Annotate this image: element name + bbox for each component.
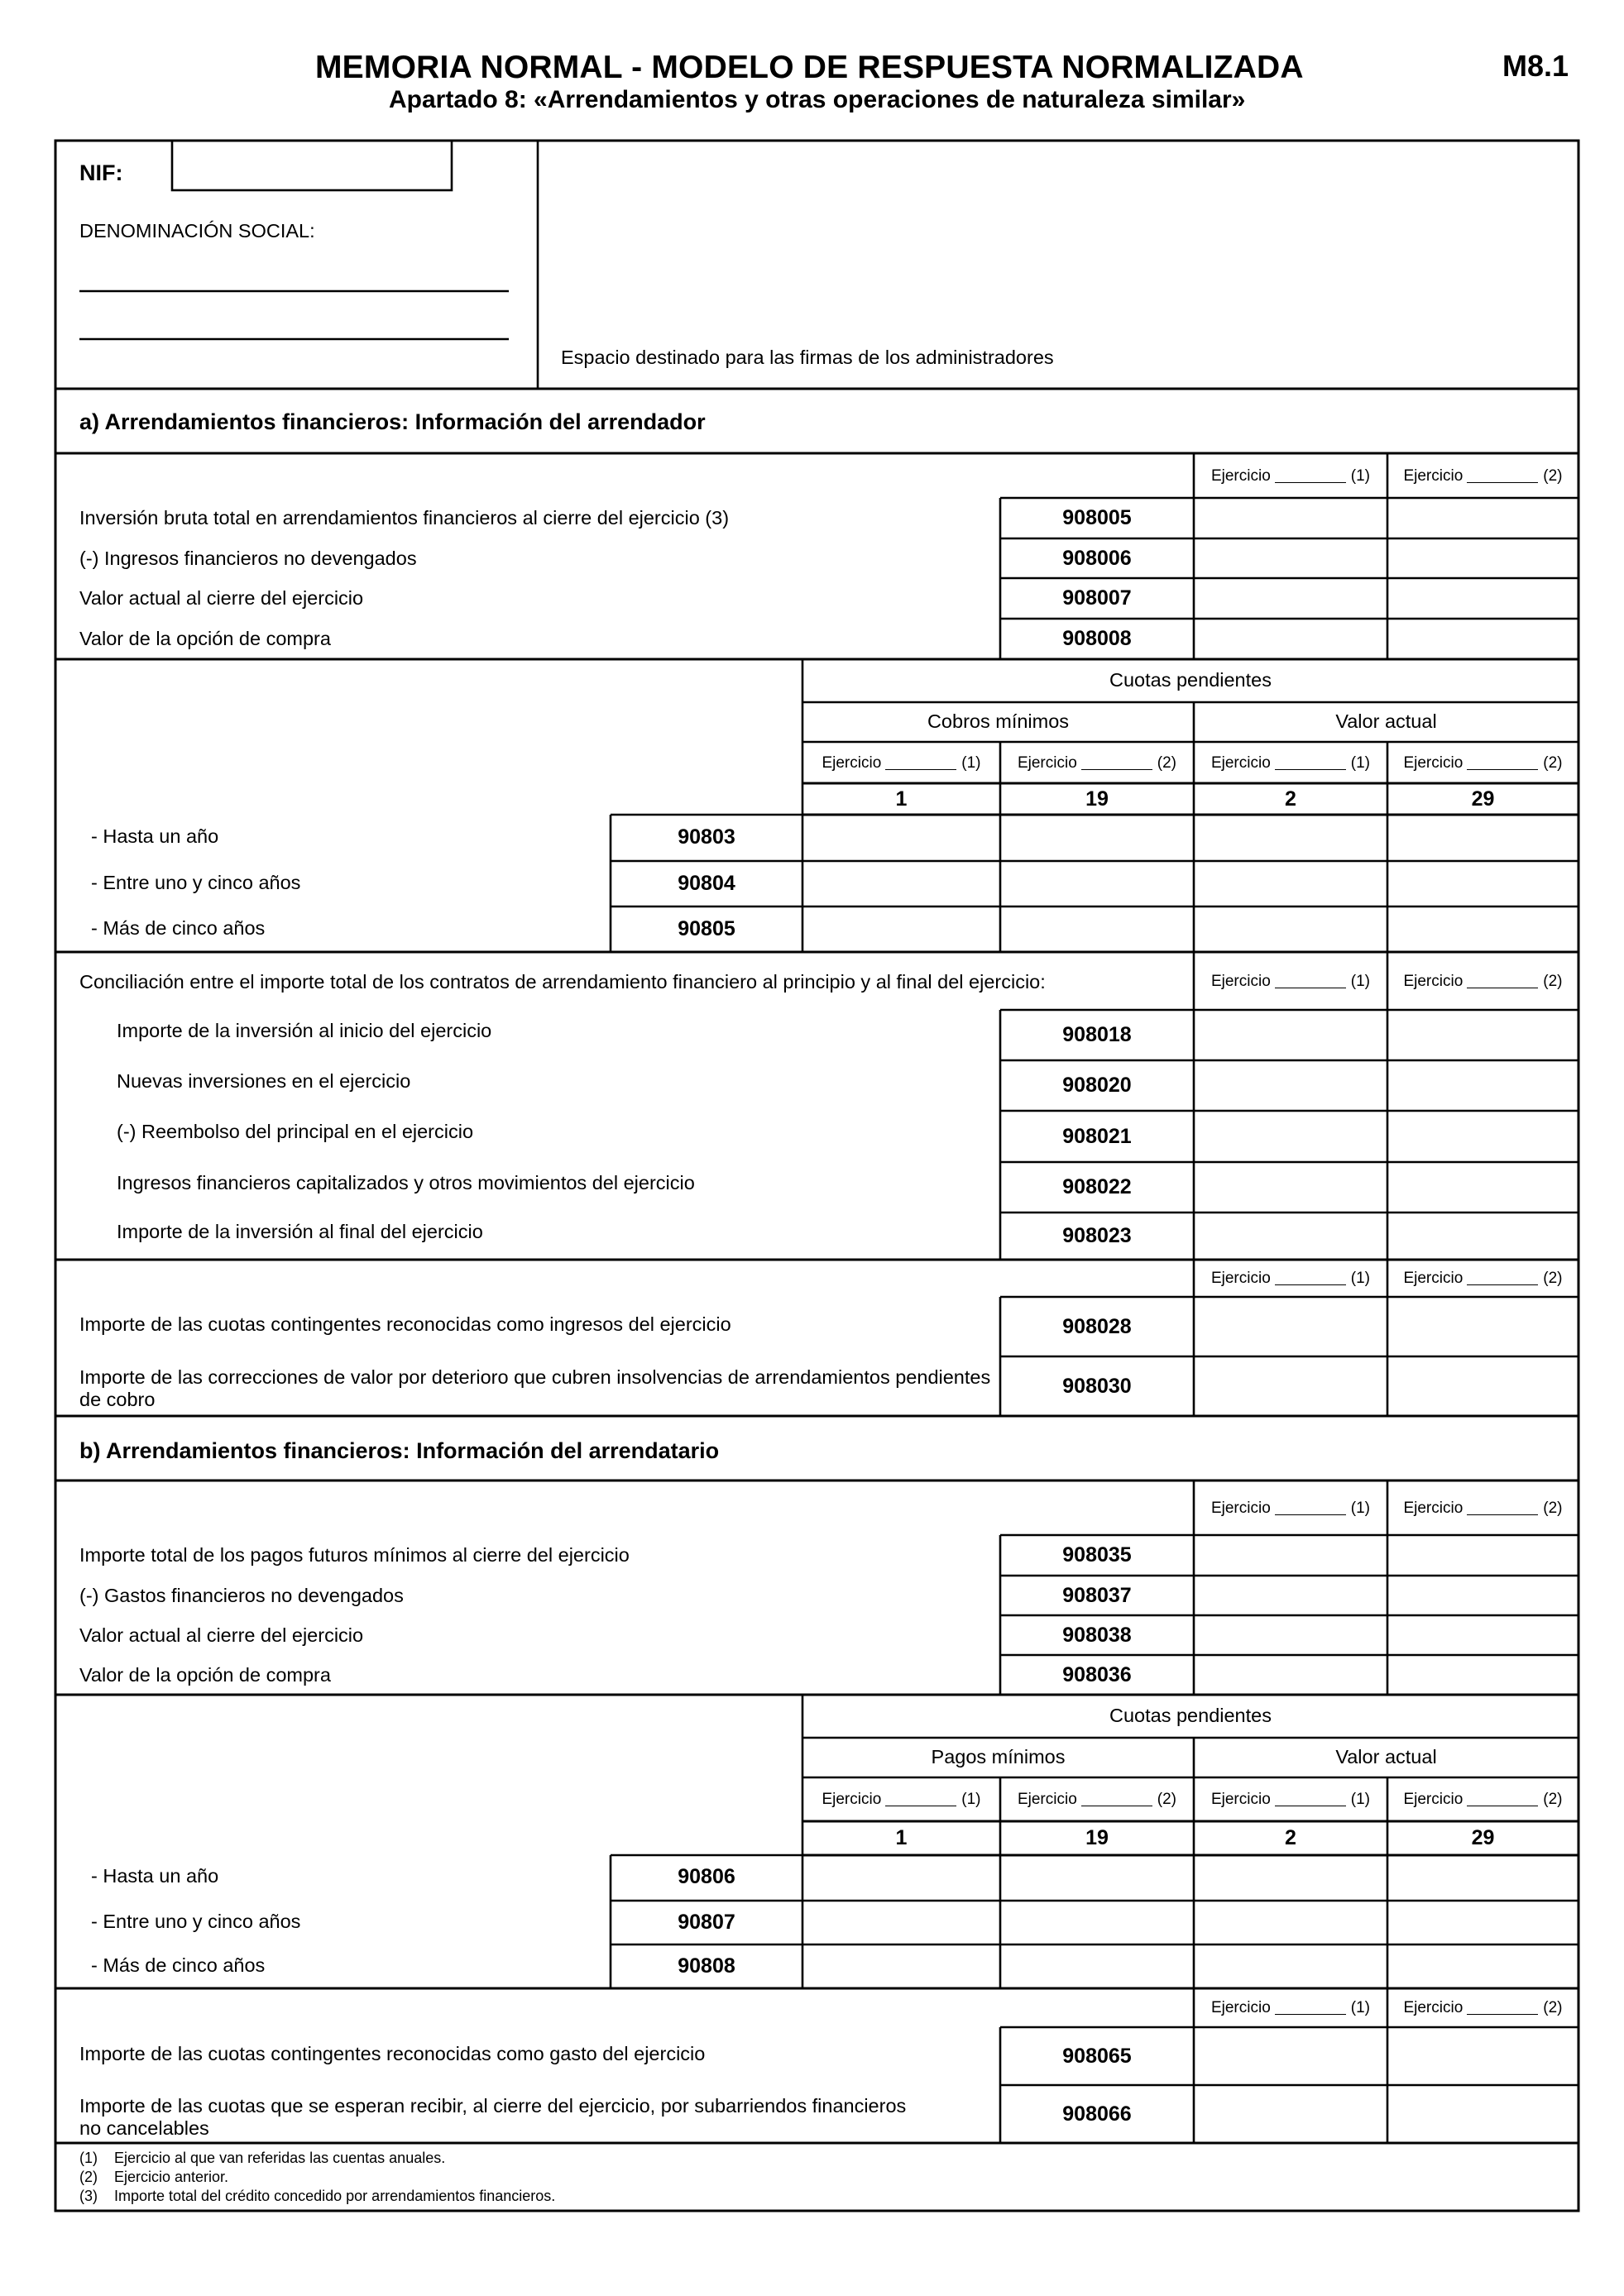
arrendador-row-ejercicio-anterior-input[interactable] [1389, 620, 1577, 657]
arrendatario-cuotas-input[interactable] [1195, 1857, 1386, 1897]
ejercicio-label: Ejercicio [822, 753, 882, 772]
arrendatario-cuotas-input[interactable] [1195, 1902, 1386, 1943]
footnote-number: (1) [79, 2150, 98, 2166]
conciliacion-ejercicio-actual-input[interactable] [1195, 1112, 1386, 1160]
arrendatario-row-code: 908035 [1062, 1543, 1132, 1567]
firmas-area[interactable] [546, 149, 1570, 339]
conciliacion-ejercicio-actual-input[interactable] [1195, 1012, 1386, 1059]
arrendatario-cuotas-input[interactable] [1195, 1946, 1386, 1987]
ejercicio-year-blank[interactable] [1467, 1501, 1538, 1515]
ejercicio-anterior-header [1387, 453, 1578, 498]
arrendatario-contingente-label: Importe de las cuotas contingentes reconocidas como gasto del ejercicio [79, 2043, 706, 2064]
denominacion-input[interactable] [79, 256, 509, 339]
arrendatario-row-code: 908037 [1062, 1583, 1132, 1607]
conciliacion-row-label: Importe de la inversión al inicio del ejercicio [117, 1019, 492, 1041]
arrendatario-row-ejercicio-anterior-input[interactable] [1389, 1577, 1577, 1614]
arrendatario-row-label: (-) Gastos financieros no devengados [79, 1585, 404, 1606]
nif-label: NIF: [79, 160, 123, 185]
arrendador-cuotas-group2: Valor actual [1335, 710, 1437, 733]
arrendatario-contingente-label-cont: no cancelables [79, 2117, 209, 2139]
ejercicio-label: Ejercicio [1017, 753, 1077, 772]
ejercicio-year-blank[interactable] [1275, 974, 1346, 988]
nif-input[interactable] [174, 142, 450, 189]
conciliacion-row-code: 908020 [1062, 1074, 1132, 1097]
arrendador-cuotas-input[interactable] [1002, 816, 1192, 859]
arrendatario-cuotas-row-code: 90807 [678, 1911, 735, 1934]
arrendatario-cuotas-input[interactable] [1389, 1946, 1577, 1987]
arrendador-cuotas-row-label: - Hasta un año [91, 825, 219, 847]
ejercicio-label: Ejercicio [1403, 1791, 1464, 1808]
model-code: M8.1 [1502, 49, 1569, 83]
section-b-title: b) Arrendamientos financieros: Información del arrendatario [79, 1438, 720, 1463]
ejercicio-footnote-ref: (2) [1543, 1791, 1563, 1808]
ejercicio-label: Ejercicio [1017, 1791, 1077, 1808]
ejercicio-label: Ejercicio [1403, 1999, 1464, 2016]
ejercicio-actual-header [1194, 1480, 1387, 1535]
conciliacion-ejercicio-anterior-input[interactable] [1389, 1062, 1577, 1109]
arrendatario-cuotas-input[interactable] [1002, 1902, 1192, 1943]
ejercicio-footnote-ref: (1) [1350, 466, 1371, 485]
footnote-text: Ejercicio al que van referidas las cuentas anuales. [114, 2150, 446, 2166]
arrendatario-row-ejercicio-actual-input[interactable] [1195, 1537, 1386, 1573]
arrendador-cuotas-input[interactable] [1389, 908, 1577, 950]
ejercicio-anterior-header [1387, 742, 1578, 783]
ejercicio-footnote-ref: (1) [1350, 753, 1371, 772]
ejercicio-label: Ejercicio [1210, 1499, 1271, 1517]
arrendatario-contingente-ejercicio-actual-input[interactable] [1195, 2029, 1386, 2083]
ejercicio-actual-header [802, 742, 1000, 783]
arrendador-cuotas-colnum: 1 [895, 787, 908, 811]
ejercicio-footnote-ref: (1) [961, 753, 981, 772]
arrendador-cuotas-colnum: 29 [1471, 787, 1495, 811]
arrendatario-cuotas-row-label: - Entre uno y cinco años [91, 1910, 301, 1932]
ejercicio-year-blank[interactable] [1275, 756, 1346, 770]
arrendatario-contingente-ejercicio-anterior-input[interactable] [1389, 2029, 1577, 2083]
arrendador-row-ejercicio-actual-input[interactable] [1195, 620, 1386, 657]
ejercicio-label: Ejercicio [1403, 1499, 1464, 1517]
arrendatario-cuotas-row-label: - Más de cinco años [91, 1954, 266, 1976]
ejercicio-actual-header [1194, 1260, 1387, 1297]
ejercicio-footnote-ref: (1) [961, 1791, 981, 1808]
arrendador-contingente-ejercicio-anterior-input[interactable] [1389, 1299, 1577, 1355]
arrendador-row-label: Valor de la opción de compra [79, 628, 331, 649]
arrendador-cuotas-input[interactable] [1389, 863, 1577, 905]
arrendador-cuotas-colnum: 2 [1285, 787, 1296, 811]
ejercicio-label: Ejercicio [1210, 1999, 1271, 2016]
arrendador-row-code: 908005 [1062, 505, 1132, 529]
ejercicio-footnote-ref: (1) [1350, 1270, 1371, 1287]
arrendador-row-label: (-) Ingresos financieros no devengados [79, 548, 417, 569]
conciliacion-ejercicio-actual-input[interactable] [1195, 1164, 1386, 1211]
arrendador-cuotas-input[interactable] [1002, 863, 1192, 905]
arrendatario-cuotas-input[interactable] [804, 1946, 999, 1987]
conciliacion-ejercicio-anterior-input[interactable] [1389, 1112, 1577, 1160]
ejercicio-label: Ejercicio [1403, 972, 1464, 990]
ejercicio-year-blank[interactable] [885, 1792, 956, 1806]
ejercicio-actual-header [1194, 952, 1387, 1010]
arrendador-cuotas-input[interactable] [1002, 908, 1192, 950]
arrendador-cuotas-row-code: 90804 [678, 872, 735, 895]
arrendatario-row-ejercicio-actual-input[interactable] [1195, 1617, 1386, 1653]
arrendador-row-code: 908007 [1062, 586, 1132, 610]
arrendatario-contingente-label: Importe de las cuotas que se esperan recibir, al cierre del ejercicio, por subarriendos financieros [79, 2095, 907, 2117]
ejercicio-year-blank[interactable] [1275, 2001, 1346, 2015]
conciliacion-row-label: Nuevas inversiones en el ejercicio [117, 1069, 411, 1092]
ejercicio-year-blank[interactable] [1081, 1792, 1152, 1806]
conciliacion-row-label: (-) Reembolso del principal en el ejercicio [117, 1121, 474, 1142]
ejercicio-label: Ejercicio [1210, 972, 1271, 990]
footnote-text: Importe total del crédito concedido por arrendamientos financieros. [114, 2188, 556, 2204]
arrendatario-cuotas-input[interactable] [1389, 1857, 1577, 1897]
arrendatario-cuotas-row-code: 90808 [678, 1954, 735, 1978]
conciliacion-ejercicio-anterior-input[interactable] [1389, 1164, 1577, 1211]
footnote-number: (3) [79, 2188, 98, 2204]
ejercicio-year-blank[interactable] [1467, 469, 1538, 483]
conciliacion-title: Conciliación entre el importe total de los contratos de arrendamiento financiero al principio y al final del ejercicio: [79, 971, 1046, 993]
arrendador-contingente-label: Importe de las correcciones de valor por deterioro que cubren insolvencias de arrendamientos pendientes [79, 1366, 991, 1388]
arrendador-row-label: Valor actual al cierre del ejercicio [79, 587, 364, 609]
conciliacion-row-code: 908021 [1062, 1124, 1132, 1148]
ejercicio-actual-header [1194, 453, 1387, 498]
arrendatario-row-code: 908036 [1062, 1662, 1132, 1686]
arrendador-contingente-code: 908028 [1062, 1314, 1132, 1338]
ejercicio-year-blank[interactable] [885, 756, 956, 770]
arrendatario-cuotas-group2: Valor actual [1335, 1746, 1437, 1768]
arrendador-cuotas-input[interactable] [804, 816, 999, 859]
ejercicio-label: Ejercicio [1210, 1791, 1271, 1808]
arrendatario-row-label: Valor de la opción de compra [79, 1664, 331, 1686]
conciliacion-row-code: 908018 [1062, 1023, 1132, 1046]
conciliacion-row-label: Ingresos financieros capitalizados y otros movimientos del ejercicio [117, 1171, 695, 1193]
arrendador-cuotas-input[interactable] [1195, 816, 1386, 859]
ejercicio-anterior-header [1387, 1480, 1578, 1535]
ejercicio-year-blank[interactable] [1467, 1271, 1538, 1285]
arrendador-row-ejercicio-anterior-input[interactable] [1389, 540, 1577, 576]
arrendatario-row-ejercicio-anterior-input[interactable] [1389, 1657, 1577, 1693]
denominacion-label: DENOMINACIÓN SOCIAL: [79, 220, 315, 242]
arrendador-contingente-ejercicio-actual-input[interactable] [1195, 1299, 1386, 1355]
ejercicio-footnote-ref: (2) [1543, 1999, 1563, 2016]
arrendador-contingente-label-cont: de cobro [79, 1389, 156, 1410]
arrendador-row-label: Inversión bruta total en arrendamientos financieros al cierre del ejercicio (3) [79, 507, 730, 529]
ejercicio-year-blank[interactable] [1275, 1792, 1346, 1806]
arrendatario-contingente-ejercicio-actual-input[interactable] [1195, 2087, 1386, 2141]
ejercicio-year-blank[interactable] [1275, 1501, 1346, 1515]
ejercicio-footnote-ref: (1) [1350, 1999, 1371, 2016]
footnote-number: (2) [79, 2169, 98, 2185]
ejercicio-anterior-header [1387, 1260, 1578, 1297]
arrendatario-cuotas-title: Cuotas pendientes [1109, 1705, 1272, 1727]
ejercicio-footnote-ref: (2) [1543, 1499, 1563, 1517]
arrendador-cuotas-row-code: 90803 [678, 825, 735, 849]
arrendador-cuotas-row-label: - Más de cinco años [91, 916, 266, 939]
arrendatario-cuotas-group1: Pagos mínimos [931, 1746, 1066, 1768]
ejercicio-label: Ejercicio [1210, 466, 1271, 485]
ejercicio-footnote-ref: (1) [1350, 972, 1371, 990]
arrendador-cuotas-input[interactable] [804, 863, 999, 905]
arrendador-cuotas-input[interactable] [1195, 863, 1386, 905]
ejercicio-anterior-header [1387, 1777, 1578, 1821]
arrendador-contingente-code: 908030 [1062, 1374, 1132, 1398]
conciliacion-ejercicio-anterior-input[interactable] [1389, 1012, 1577, 1059]
ejercicio-footnote-ref: (2) [1543, 466, 1563, 485]
arrendador-cuotas-input[interactable] [1389, 816, 1577, 859]
arrendatario-contingente-code: 908065 [1062, 2044, 1132, 2068]
firmas-label: Espacio destinado para las firmas de los administradores [561, 347, 1054, 368]
ejercicio-label: Ejercicio [1210, 753, 1271, 772]
conciliacion-ejercicio-anterior-input[interactable] [1389, 1214, 1577, 1258]
ejercicio-footnote-ref: (2) [1157, 753, 1177, 772]
arrendador-contingente-label: Importe de las cuotas contingentes reconocidas como ingresos del ejercicio [79, 1313, 731, 1335]
arrendatario-contingente-code: 908066 [1062, 2102, 1132, 2126]
ejercicio-anterior-header [1000, 742, 1194, 783]
conciliacion-row-label: Importe de la inversión al final del ejercicio [117, 1220, 483, 1242]
conciliacion-row-code: 908022 [1062, 1175, 1132, 1198]
arrendador-cuotas-row-code: 90805 [678, 917, 735, 940]
conciliacion-row-code: 908023 [1062, 1224, 1132, 1247]
conciliacion-ejercicio-actual-input[interactable] [1195, 1062, 1386, 1109]
arrendatario-cuotas-input[interactable] [1002, 1857, 1192, 1897]
arrendador-contingente-ejercicio-actual-input[interactable] [1195, 1358, 1386, 1414]
ejercicio-year-blank[interactable] [1467, 1792, 1538, 1806]
conciliacion-ejercicio-actual-input[interactable] [1195, 1214, 1386, 1258]
arrendador-cuotas-colnum: 19 [1085, 787, 1109, 811]
ejercicio-label: Ejercicio [822, 1791, 882, 1808]
ejercicio-actual-header [1194, 1777, 1387, 1821]
arrendatario-cuotas-row-label: - Hasta un año [91, 1864, 219, 1887]
ejercicio-label: Ejercicio [1403, 466, 1464, 485]
arrendatario-row-ejercicio-actual-input[interactable] [1195, 1577, 1386, 1614]
ejercicio-label: Ejercicio [1403, 1270, 1464, 1287]
arrendatario-cuotas-row-code: 90806 [678, 1865, 735, 1888]
arrendatario-cuotas-colnum: 29 [1471, 1826, 1495, 1849]
arrendatario-row-ejercicio-actual-input[interactable] [1195, 1657, 1386, 1693]
arrendador-row-ejercicio-actual-input[interactable] [1195, 580, 1386, 616]
arrendador-cuotas-input[interactable] [1195, 908, 1386, 950]
ejercicio-footnote-ref: (2) [1543, 972, 1563, 990]
ejercicio-label: Ejercicio [1210, 1270, 1271, 1287]
arrendador-row-ejercicio-actual-input[interactable] [1195, 500, 1386, 536]
ejercicio-year-blank[interactable] [1467, 2001, 1538, 2015]
ejercicio-year-blank[interactable] [1081, 756, 1152, 770]
ejercicio-actual-header [1194, 742, 1387, 783]
arrendador-row-code: 908008 [1062, 626, 1132, 650]
arrendatario-row-label: Importe total de los pagos futuros mínimos al cierre del ejercicio [79, 1544, 630, 1566]
ejercicio-footnote-ref: (2) [1543, 753, 1563, 772]
arrendador-row-ejercicio-actual-input[interactable] [1195, 540, 1386, 576]
ejercicio-actual-header [802, 1777, 1000, 1821]
ejercicio-anterior-header [1387, 952, 1578, 1010]
arrendador-contingente-ejercicio-anterior-input[interactable] [1389, 1358, 1577, 1414]
arrendatario-cuotas-input[interactable] [804, 1857, 999, 1897]
page-title: MEMORIA NORMAL - MODELO DE RESPUESTA NORMALIZADA [315, 50, 1304, 85]
ejercicio-footnote-ref: (1) [1350, 1499, 1371, 1517]
arrendatario-row-label: Valor actual al cierre del ejercicio [79, 1624, 364, 1646]
section-a-title: a) Arrendamientos financieros: Información del arrendador [79, 409, 706, 434]
arrendatario-row-code: 908038 [1062, 1623, 1132, 1647]
arrendatario-cuotas-input[interactable] [804, 1902, 999, 1943]
arrendador-row-ejercicio-anterior-input[interactable] [1389, 580, 1577, 616]
arrendatario-cuotas-colnum: 1 [895, 1826, 908, 1849]
arrendador-cuotas-group1: Cobros mínimos [927, 710, 1070, 733]
arrendatario-cuotas-colnum: 19 [1085, 1826, 1109, 1849]
ejercicio-footnote-ref: (2) [1157, 1791, 1177, 1808]
arrendatario-contingente-ejercicio-anterior-input[interactable] [1389, 2087, 1577, 2141]
ejercicio-year-blank[interactable] [1275, 1271, 1346, 1285]
arrendador-cuotas-input[interactable] [804, 908, 999, 950]
ejercicio-footnote-ref: (1) [1350, 1791, 1371, 1808]
arrendatario-cuotas-input[interactable] [1389, 1902, 1577, 1943]
arrendatario-row-ejercicio-anterior-input[interactable] [1389, 1617, 1577, 1653]
arrendatario-cuotas-input[interactable] [1002, 1946, 1192, 1987]
arrendador-row-code: 908006 [1062, 546, 1132, 570]
ejercicio-anterior-header [1387, 1988, 1578, 2027]
arrendatario-row-ejercicio-anterior-input[interactable] [1389, 1537, 1577, 1573]
ejercicio-anterior-header [1000, 1777, 1194, 1821]
ejercicio-footnote-ref: (2) [1543, 1270, 1563, 1287]
arrendador-row-ejercicio-anterior-input[interactable] [1389, 500, 1577, 536]
arrendador-cuotas-title: Cuotas pendientes [1109, 669, 1272, 691]
ejercicio-label: Ejercicio [1403, 753, 1464, 772]
footnote-text: Ejercicio anterior. [114, 2169, 229, 2185]
arrendador-cuotas-row-label: - Entre uno y cinco años [91, 871, 301, 893]
page-subtitle: Apartado 8: «Arrendamientos y otras operaciones de naturaleza similar» [389, 86, 1246, 113]
ejercicio-year-blank[interactable] [1275, 469, 1346, 483]
ejercicio-year-blank[interactable] [1467, 756, 1538, 770]
ejercicio-actual-header [1194, 1988, 1387, 2027]
ejercicio-year-blank[interactable] [1467, 974, 1538, 988]
arrendatario-cuotas-colnum: 2 [1285, 1826, 1296, 1849]
